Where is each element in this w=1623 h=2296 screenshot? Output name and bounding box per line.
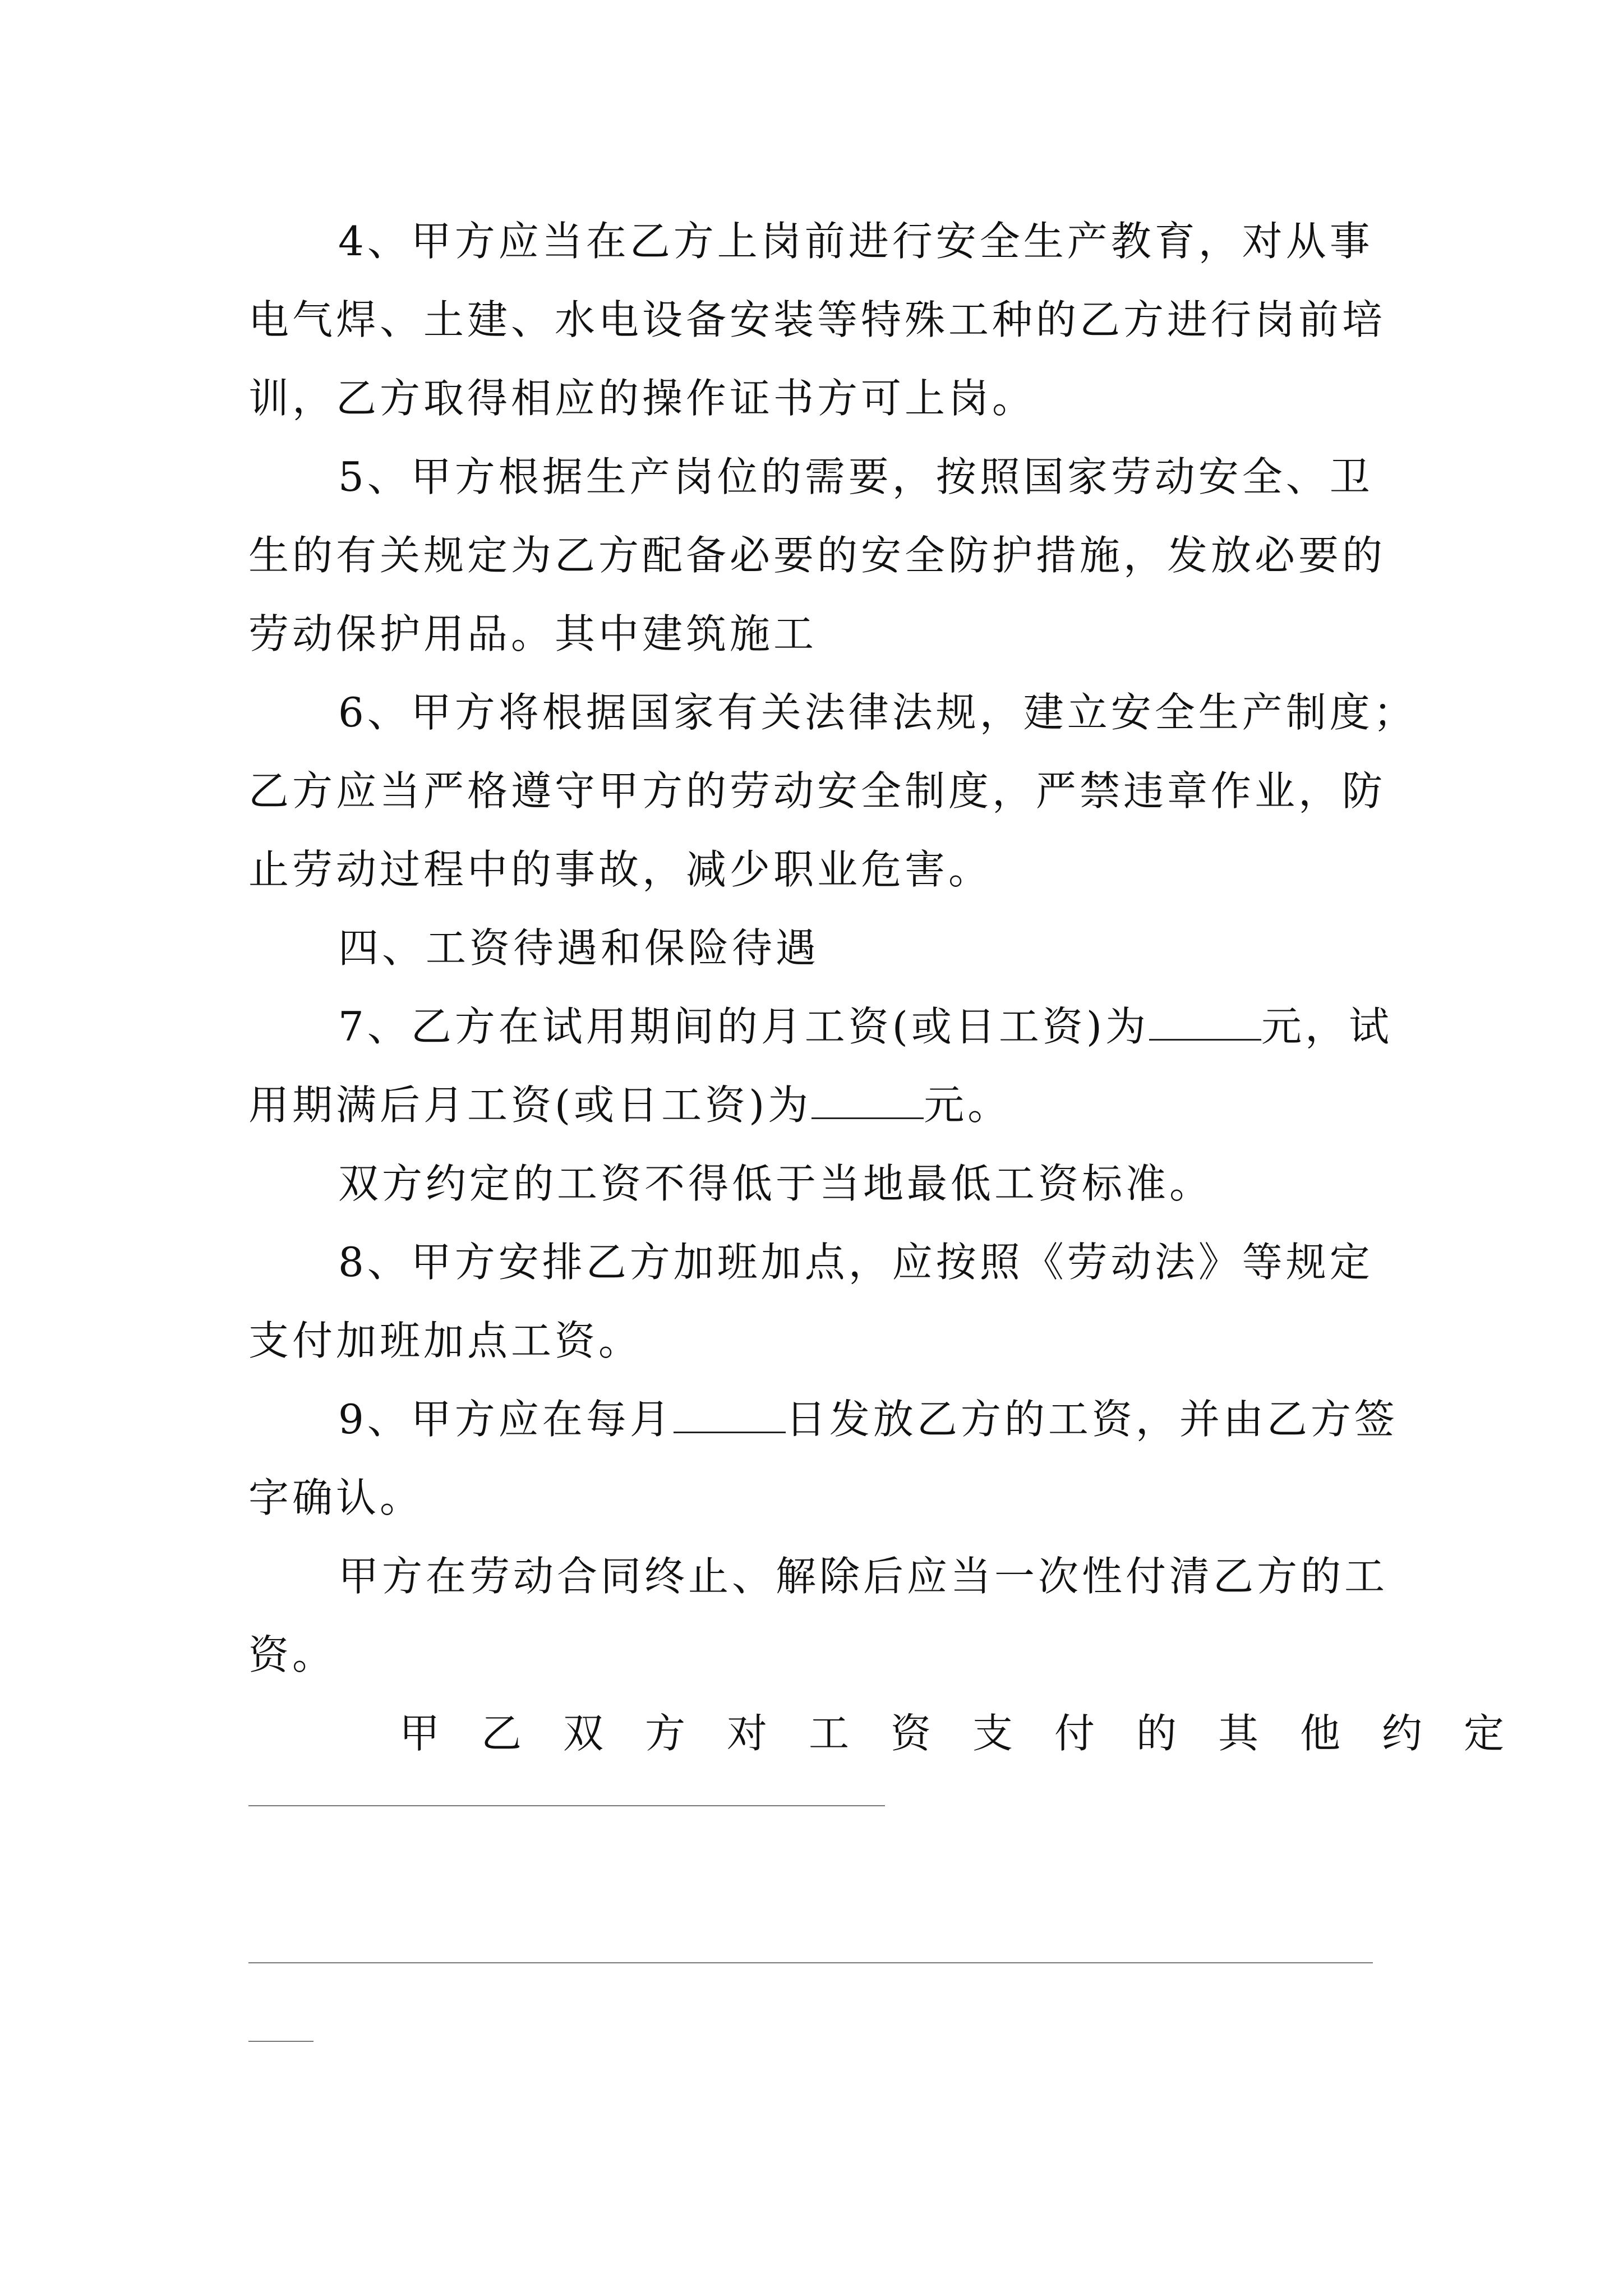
text-line-4-3: 训，乙方取得相应的操作证书方可上岗。 [248, 375, 1036, 422]
text-line-5-2: 生的有关规定为乙方配备必要的安全防护措施，发放必要的 [248, 532, 1386, 579]
text-line-5-1: 5、甲方根据生产岗位的需要，按照国家劳动安全、卫 [338, 453, 1373, 500]
fill-in-rule-2 [248, 1962, 1373, 1963]
text-line-other-agreements: 甲乙双方对工资支付的其他约定 [399, 1710, 1546, 1757]
regular-wage-blank [811, 1079, 924, 1119]
probation-wage-blank [1149, 1001, 1261, 1041]
line-7-1-post: 元，试 [1261, 1003, 1393, 1050]
text-line-6-3: 止劳动过程中的事故，减少职业危害。 [248, 846, 993, 893]
line-9-1-post: 日发放乙方的工资，并由乙方签 [785, 1396, 1398, 1443]
text-line-7-1 [338, 999, 1482, 1055]
text-line-8-1: 8、甲方安排乙方加班加点，应按照《劳动法》等规定 [338, 1239, 1373, 1286]
text-line-5-3: 劳动保护用品。其中建筑施工 [248, 610, 818, 657]
text-line-final-pay-2: 资。 [248, 1631, 336, 1678]
fill-in-rule-3 [248, 2041, 313, 2042]
line-9-1-pre: 9、甲方应在每月 [338, 1396, 674, 1443]
text-line-4-2: 电气焊、土建、水电设备安装等特殊工种的乙方进行岗前培 [248, 296, 1386, 343]
text-line-6-1: 6、甲方将根据国家有关法律法规，建立安全生产制度； [338, 689, 1417, 736]
line-7-2-pre: 用期满后月工资(或日工资)为 [248, 1082, 812, 1129]
text-line-6-2: 乙方应当严格遵守甲方的劳动安全制度，严禁违章作业，防 [248, 767, 1386, 815]
text-line-9-1 [338, 1391, 1482, 1447]
payday-blank [674, 1393, 786, 1433]
text-line-9-2: 字确认。 [248, 1474, 424, 1521]
text-line-final-pay-1: 甲方在劳动合同终止、解除后应当一次性付清乙方的工 [338, 1553, 1389, 1600]
fill-in-rule-1 [248, 1805, 885, 1806]
text-line-min-wage: 双方约定的工资不得低于当地最低工资标准。 [338, 1160, 1214, 1207]
section-heading-wages: 四、工资待遇和保险待遇 [338, 924, 820, 972]
line-7-1-pre: 7、乙方在试用期间的月工资(或日工资)为 [338, 1003, 1149, 1050]
line-7-2-post: 元。 [924, 1082, 1012, 1129]
text-line-8-2: 支付加班加点工资。 [248, 1317, 643, 1364]
text-line-4-1: 4、甲方应当在乙方上岗前进行安全生产教育，对从事 [338, 218, 1373, 265]
text-line-7-2 [248, 1077, 1393, 1133]
